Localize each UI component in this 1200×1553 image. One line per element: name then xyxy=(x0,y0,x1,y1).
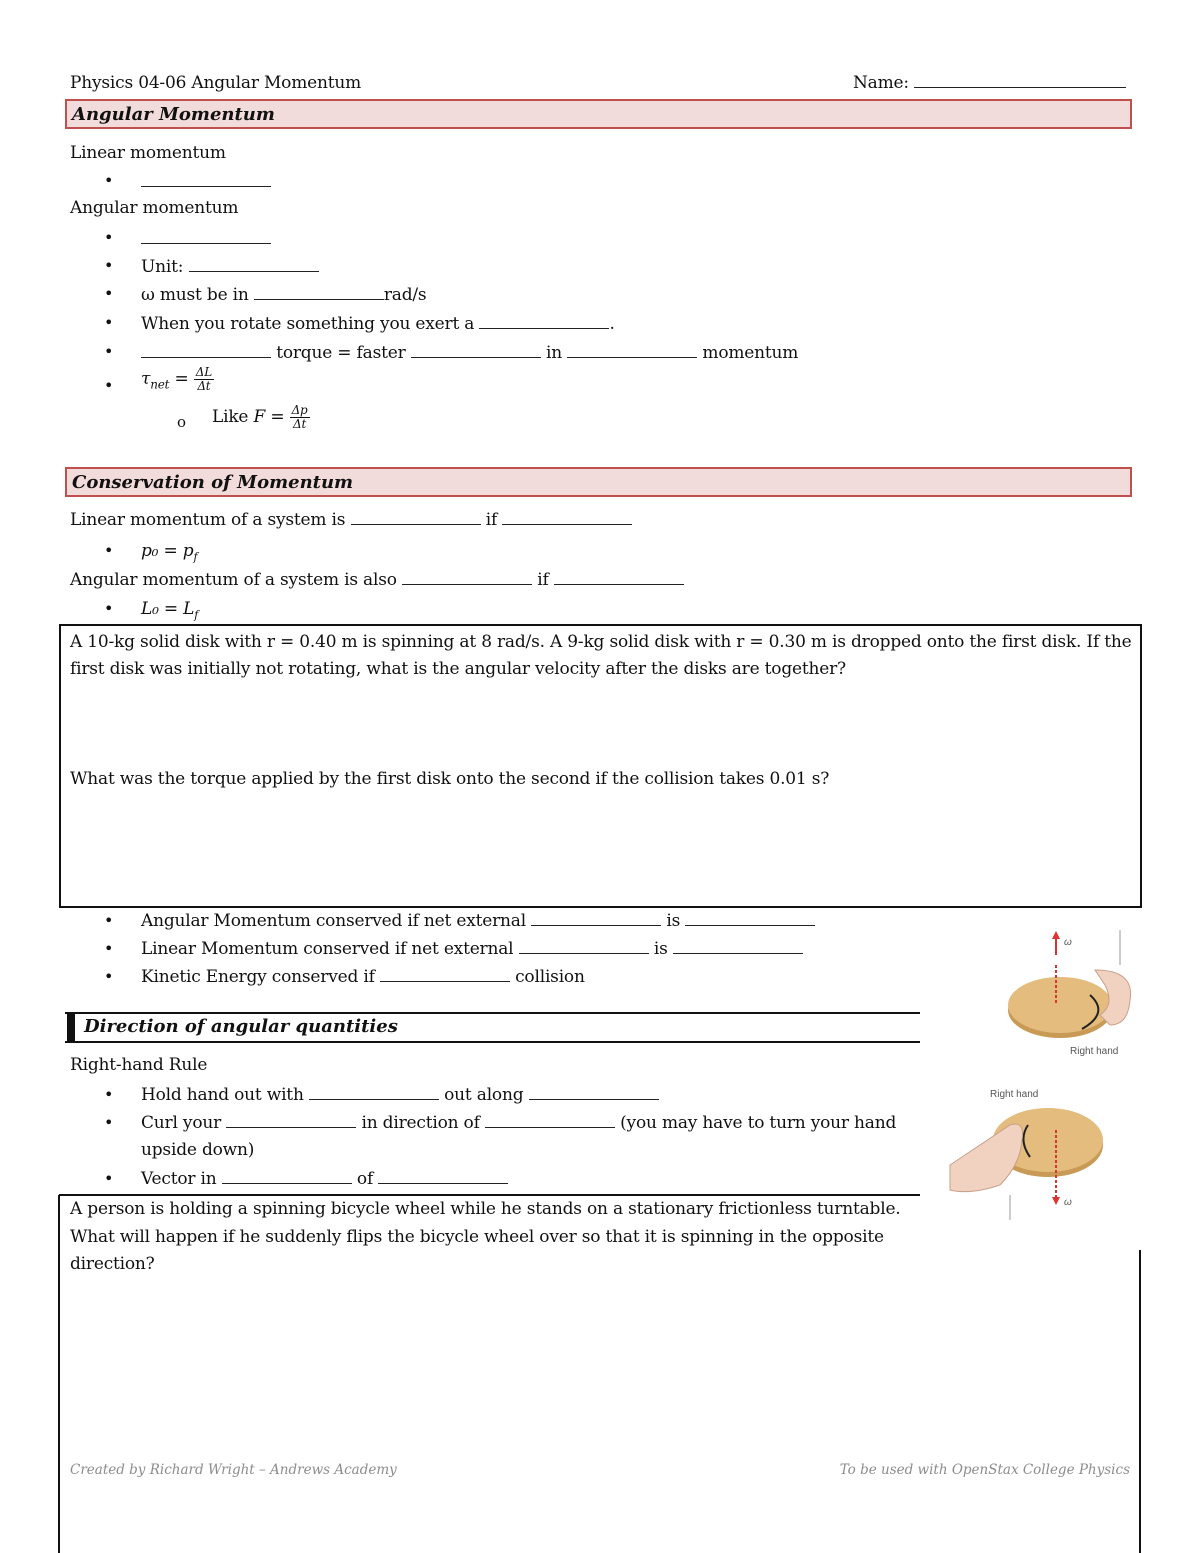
right-hand-rule-figure-up xyxy=(1000,925,1140,1065)
footer-credit: Created by Richard Wright – Andrews Academy xyxy=(70,1462,397,1478)
L-equation: $L_0 = L_f$ xyxy=(141,599,199,622)
fig2-label: Right hand xyxy=(990,1089,1039,1100)
ke-conserved-line: Kinetic Energy conserved if collision xyxy=(141,967,585,987)
problem2-line2: What will happen if he suddenly flips the bicycle wheel over so that it is spinning in the opposite xyxy=(70,1227,884,1247)
force-analogy: Like F = $\frac{\Delta p}{\Delta t}$ xyxy=(212,403,308,431)
tau-equation: $\tau_{net}$ = $\frac{\Delta L}{\Delta t}$ xyxy=(141,365,212,393)
bullet-icon: • xyxy=(104,939,114,958)
angular-conserved-line: Angular Momentum conserved if net external is xyxy=(141,910,815,932)
p-equation: $p_0 = p_f$ xyxy=(141,541,198,564)
bullet-icon: • xyxy=(104,1085,114,1104)
linear-conserved-line: Linear Momentum conserved if net external is xyxy=(141,938,803,960)
linear-conservation-line: Linear momentum of a system is if xyxy=(70,509,632,531)
problem2-line1: A person is holding a spinning bicycle wheel while he stands on a stationary frictionless turntable. xyxy=(70,1199,901,1219)
section-title: Conservation of Momentum xyxy=(72,472,354,493)
disk-down-illustration xyxy=(940,1085,1120,1225)
bullet-icon: • xyxy=(104,376,114,395)
bullet-icon: • xyxy=(104,313,114,332)
rhr-item3: Vector in of xyxy=(141,1168,508,1190)
bullet-icon: • xyxy=(104,256,114,275)
omega-vector-label: ω xyxy=(1064,937,1072,948)
section-title: Angular Momentum xyxy=(72,104,275,125)
bullet-icon: • xyxy=(104,911,114,930)
bullet-icon: • xyxy=(104,171,114,190)
unit-line: Unit: xyxy=(141,256,319,278)
rhr-label: Right-hand Rule xyxy=(70,1055,208,1075)
angular-conservation-line: Angular momentum of a system is also if xyxy=(70,569,684,591)
angular-momentum-label: Angular momentum xyxy=(70,198,239,218)
problem2-line3: direction? xyxy=(70,1254,155,1274)
bullet-icon: • xyxy=(104,228,114,247)
linear-momentum-label: Linear momentum xyxy=(70,143,226,163)
problem1-question2: What was the torque applied by the first disk onto the second if the collision takes 0.01 s? xyxy=(70,769,830,789)
bullet-icon: • xyxy=(104,967,114,986)
fig1-label: Right hand xyxy=(1070,1046,1119,1057)
footer-source: To be used with OpenStax College Physics xyxy=(839,1462,1130,1478)
rotate-line: When you rotate something you exert a . xyxy=(141,314,615,334)
bullet-icon: • xyxy=(104,1169,114,1188)
rhr-item2-cont: upside down) xyxy=(141,1140,255,1160)
bullet-icon: • xyxy=(104,1113,114,1132)
omega-vector-label: ω xyxy=(1064,1197,1072,1208)
section-title: Direction of angular quantities xyxy=(84,1016,398,1037)
omega-line: ω must be in rad/s xyxy=(141,285,427,305)
bullet-icon: • xyxy=(104,599,114,618)
problem1-line2: first disk was initially not rotating, what is the angular velocity after the disks are together? xyxy=(70,659,846,679)
bullet-icon: • xyxy=(104,541,114,560)
torque-line: torque = faster in momentum xyxy=(141,342,798,364)
right-hand-rule-figure-down xyxy=(940,1085,1120,1225)
rhr-item1: Hold hand out with out along xyxy=(141,1084,659,1106)
bullet-icon: • xyxy=(104,284,114,303)
problem1-line1: A 10-kg solid disk with r = 0.40 m is spinning at 8 rad/s. A 9-kg solid disk with r = 0.30 m is dropped onto the first disk. If the xyxy=(70,632,1132,652)
rhr-item2: Curl your in direction of (you may have to turn your hand xyxy=(141,1113,897,1133)
sub-bullet-icon: o xyxy=(177,413,187,431)
bullet-icon: • xyxy=(104,342,114,361)
name-label: Name: xyxy=(853,72,1126,94)
page-title: Physics 04-06 Angular Momentum xyxy=(70,73,362,93)
